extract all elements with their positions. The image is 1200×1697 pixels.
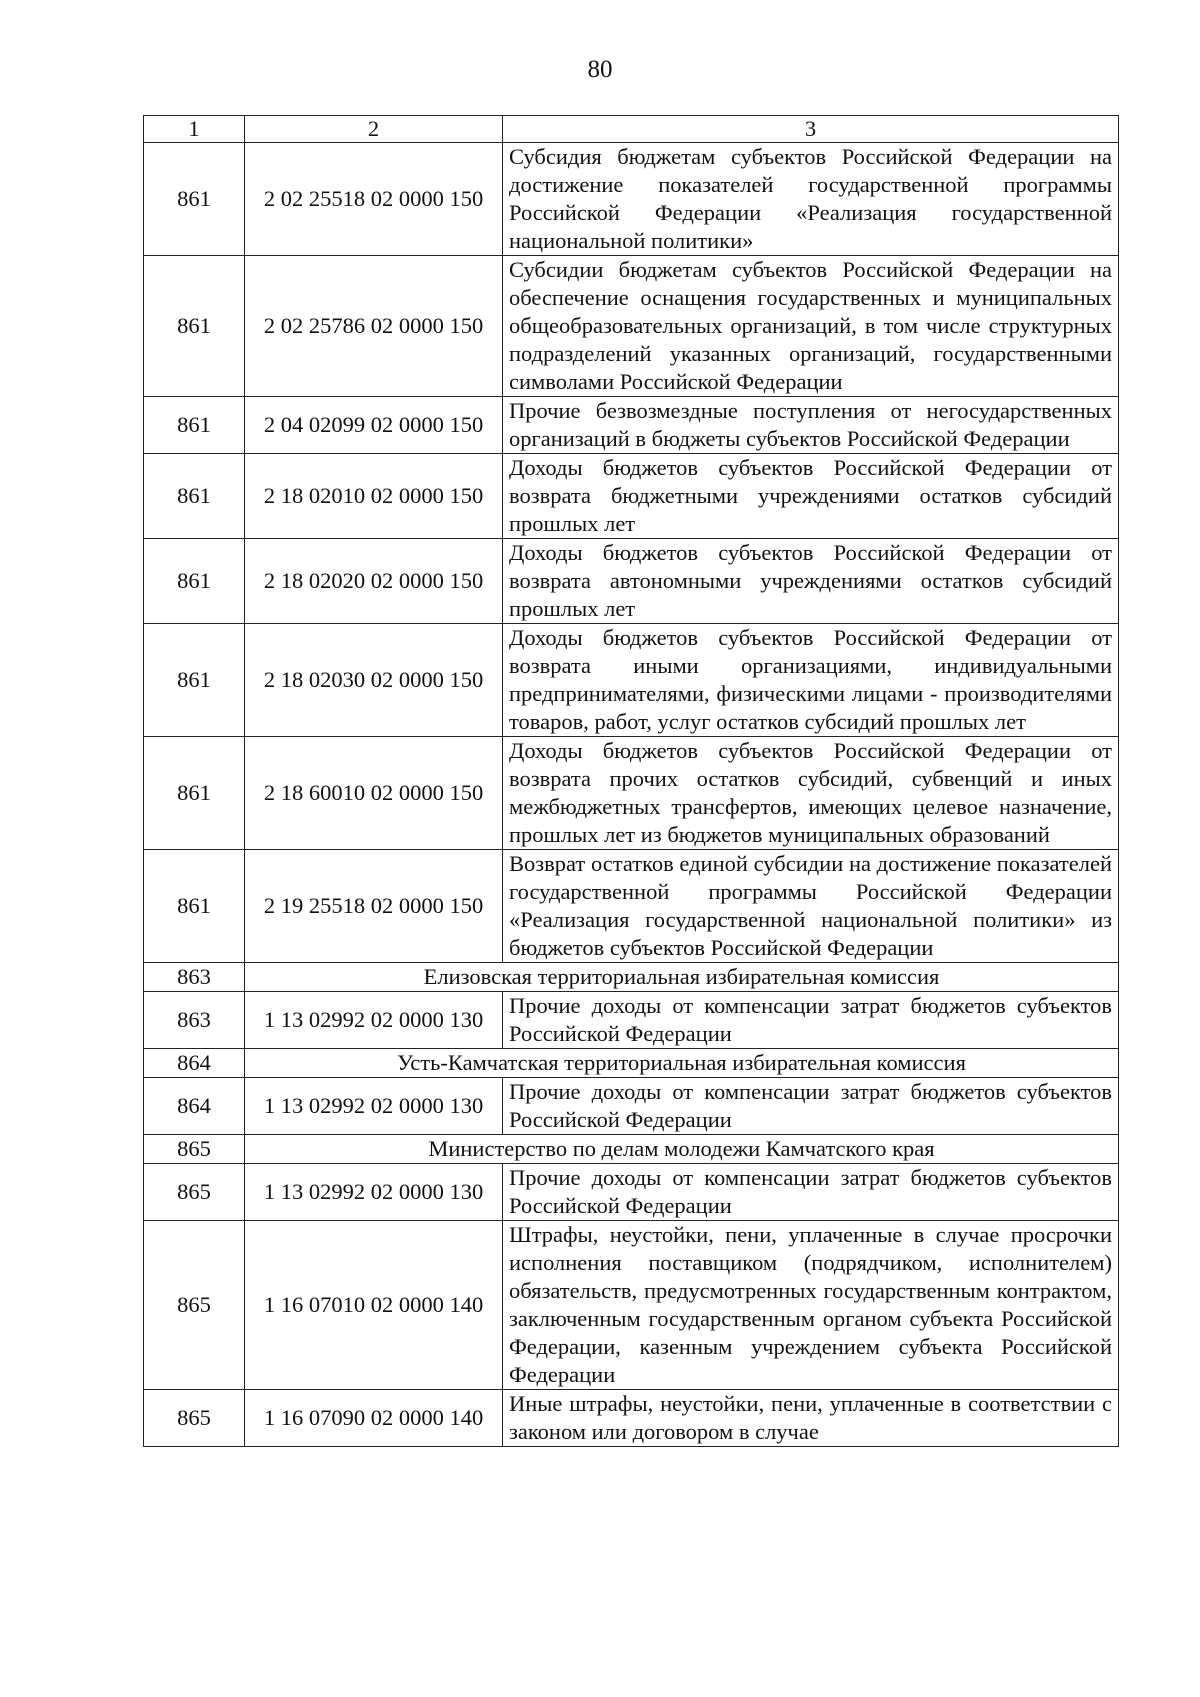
revenue-description: Прочие доходы от компенсации затрат бюджетов субъектов Российской Федерации: [503, 1078, 1119, 1135]
revenue-description: Иные штрафы, неустойки, пени, уплаченные в соответствии с законом или договором в случае: [503, 1390, 1119, 1447]
section-row: [144, 1049, 1119, 1078]
table-row: [144, 454, 1119, 539]
revenue-description: Доходы бюджетов субъектов Российской Федерации от возврата бюджетными учреждениями остатков субсидий прошлых лет: [503, 454, 1119, 539]
admin-code: 861: [144, 850, 245, 963]
revenue-code: 1 16 07090 02 0000 140: [245, 1390, 503, 1447]
revenue-code: 1 13 02992 02 0000 130: [245, 1078, 503, 1135]
admin-code: 861: [144, 454, 245, 539]
table-row: [144, 992, 1119, 1049]
header-col-2: 2: [245, 116, 503, 143]
admin-code: 863: [144, 963, 245, 992]
section-row: [144, 1135, 1119, 1164]
revenue-description: Прочие доходы от компенсации затрат бюджетов субъектов Российской Федерации: [503, 1164, 1119, 1221]
revenue-codes-table: [143, 115, 1119, 1447]
admin-code: 861: [144, 256, 245, 397]
revenue-description: Доходы бюджетов субъектов Российской Федерации от возврата иными организациями, индивидуальными предпринимателями, физическими лицами - производителями товаров, работ, услуг остатков субсидий прошлых лет: [503, 624, 1119, 737]
admin-code: 861: [144, 143, 245, 256]
table-row: [144, 624, 1119, 737]
admin-code: 865: [144, 1164, 245, 1221]
admin-code: 864: [144, 1078, 245, 1135]
page-number: 80: [587, 56, 613, 83]
table-row: [144, 143, 1119, 256]
admin-code: 865: [144, 1221, 245, 1390]
table-row: [144, 1390, 1119, 1447]
revenue-description: Доходы бюджетов субъектов Российской Федерации от возврата автономными учреждениями остатков субсидий прошлых лет: [503, 539, 1119, 624]
admin-code: 865: [144, 1390, 245, 1447]
revenue-description: Штрафы, неустойки, пени, уплаченные в случае просрочки исполнения поставщиком (подрядчиком, исполнителем) обязательств, предусмотренных государственным контрактом, заключенным государственным органом субъекта Российской Федерации, казенным учреждением субъекта Российской Федерации: [503, 1221, 1119, 1390]
revenue-code: 1 16 07010 02 0000 140: [245, 1221, 503, 1390]
admin-code: 863: [144, 992, 245, 1049]
table-row: [144, 397, 1119, 454]
admin-code: 865: [144, 1135, 245, 1164]
revenue-code: 2 18 02020 02 0000 150: [245, 539, 503, 624]
table-row: [144, 256, 1119, 397]
section-row: [144, 963, 1119, 992]
admin-code: 864: [144, 1049, 245, 1078]
revenue-code: 2 19 25518 02 0000 150: [245, 850, 503, 963]
section-title: Усть-Камчатская территориальная избирательная комиссия: [245, 1049, 1119, 1078]
header-col-3: 3: [503, 116, 1119, 143]
table-row: [144, 850, 1119, 963]
revenue-code: 1 13 02992 02 0000 130: [245, 1164, 503, 1221]
revenue-description: Возврат остатков единой субсидии на достижение показателей государственной программы Российской Федерации «Реализация государственной национальной политики» из бюджетов субъектов Российской Федерации: [503, 850, 1119, 963]
table-row: [144, 539, 1119, 624]
table-header-row: [144, 116, 1119, 143]
revenue-code: 2 04 02099 02 0000 150: [245, 397, 503, 454]
table-row: [144, 737, 1119, 850]
revenue-description: Прочие доходы от компенсации затрат бюджетов субъектов Российской Федерации: [503, 992, 1119, 1049]
revenue-description: Прочие безвозмездные поступления от негосударственных организаций в бюджеты субъектов Российской Федерации: [503, 397, 1119, 454]
table-row: [144, 1164, 1119, 1221]
table-row: [144, 1221, 1119, 1390]
revenue-code: 2 02 25786 02 0000 150: [245, 256, 503, 397]
admin-code: 861: [144, 539, 245, 624]
revenue-description: Субсидии бюджетам субъектов Российской Федерации на обеспечение оснащения государственных и муниципальных общеобразовательных организаций, в том числе структурных подразделений указанных организаций, государственными символами Российской Федерации: [503, 256, 1119, 397]
revenue-code: 2 02 25518 02 0000 150: [245, 143, 503, 256]
revenue-description: Субсидия бюджетам субъектов Российской Федерации на достижение показателей государственной программы Российской Федерации «Реализация государственной национальной политики»: [503, 143, 1119, 256]
revenue-code: 2 18 02010 02 0000 150: [245, 454, 503, 539]
table-row: [144, 1078, 1119, 1135]
section-title: Министерство по делам молодежи Камчатского края: [245, 1135, 1119, 1164]
section-title: Елизовская территориальная избирательная комиссия: [245, 963, 1119, 992]
header-col-1: 1: [144, 116, 245, 143]
revenue-description: Доходы бюджетов субъектов Российской Федерации от возврата прочих остатков субсидий, субвенций и иных межбюджетных трансфертов, имеющих целевое назначение, прошлых лет из бюджетов муниципальных образований: [503, 737, 1119, 850]
revenue-code: 2 18 02030 02 0000 150: [245, 624, 503, 737]
admin-code: 861: [144, 737, 245, 850]
revenue-code: 2 18 60010 02 0000 150: [245, 737, 503, 850]
admin-code: 861: [144, 397, 245, 454]
admin-code: 861: [144, 624, 245, 737]
revenue-code: 1 13 02992 02 0000 130: [245, 992, 503, 1049]
